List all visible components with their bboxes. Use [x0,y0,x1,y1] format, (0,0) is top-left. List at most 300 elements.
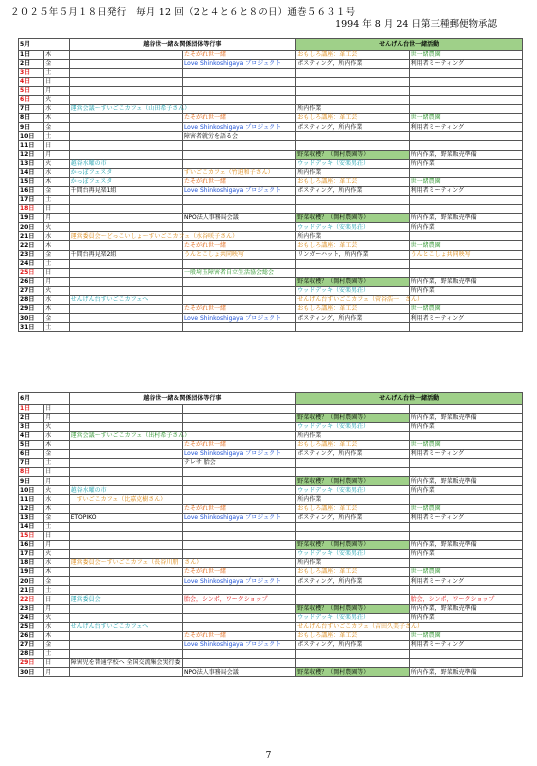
local-event-cell-2 [182,422,295,431]
day-row [19,404,523,413]
weekday-cell: 月 [44,668,69,677]
left-section-header: 越谷世一緒＆関係団体等行事 [69,39,296,51]
sengendai-activity-cell-2: 所内作業 [409,550,522,559]
weekday-cell: 火 [44,223,69,232]
local-event-cell [69,241,182,250]
local-event-cell-2: Love Shinkoshigaya プロジェクト [182,123,295,132]
day-row [19,631,523,640]
day-row [19,296,523,305]
day-cell: 3日 [19,422,44,431]
may-schedule-table [18,38,523,332]
local-event-cell [69,123,182,132]
day-row [19,440,523,449]
sengendai-activity-cell-2: 利用者ミーティング [409,513,522,522]
day-row [19,468,523,477]
sengendai-activity-cell-2: 所内作業，野菜販売準備 [409,150,522,159]
day-cell: 20日 [19,223,44,232]
weekday-cell: 金 [44,513,69,522]
local-event-cell [69,422,182,431]
local-event-cell-2 [182,77,295,86]
day-row [19,495,523,504]
sengendai-activity-cell [296,459,409,468]
day-cell: 3日 [19,68,44,77]
day-cell: 30日 [19,668,44,677]
sengendai-activity-cell: おもしろ講座：革工芸 [296,177,409,186]
month-label: 5月 [19,39,70,51]
day-row [19,413,523,422]
sengendai-activity-cell-2 [409,259,522,268]
sengendai-activity-cell-2: 世一緒農園 [409,440,522,449]
local-event-cell-2 [182,531,295,540]
day-cell: 31日 [19,323,44,332]
local-event-cell [69,95,182,104]
weekday-cell: 月 [44,150,69,159]
day-cell: 24日 [19,259,44,268]
sengendai-activity-cell [296,586,409,595]
local-event-cell [69,68,182,77]
weekday-cell: 火 [44,486,69,495]
day-row [19,114,523,123]
sengendai-activity-cell: 野菜収穫？（岡村農園等） [296,150,409,159]
left-section-header: 越谷世一緒＆関係団体等行事 [69,393,296,405]
sengendai-activity-cell: 所内作業 [296,105,409,114]
day-row [19,95,523,104]
weekday-cell: 土 [44,68,69,77]
local-event-cell [69,668,182,677]
sengendai-activity-cell: ウッドデッキ（安楽男荘） [296,223,409,232]
weekday-cell: 月 [44,477,69,486]
sengendai-activity-cell-2 [409,105,522,114]
local-event-cell: せんげん台すいごこカフェへ [69,296,182,305]
local-event-cell [69,114,182,123]
day-cell: 7日 [19,105,44,114]
local-event-cell: 越谷水曜の市 [69,486,182,495]
sengendai-activity-cell-2 [409,586,522,595]
day-cell: 14日 [19,522,44,531]
local-event-cell [69,268,182,277]
day-row [19,68,523,77]
sengendai-activity-cell: ポスティング，所内作業 [296,123,409,132]
day-row [19,105,523,114]
day-cell: 28日 [19,650,44,659]
local-event-cell-2: たそがれ世一緒 [182,305,295,314]
weekday-cell: 日 [44,404,69,413]
sengendai-activity-cell-2: 所内作業，野菜販売準備 [409,668,522,677]
local-event-cell-2: たそがれ世一緒 [182,504,295,513]
local-event-cell-2: 胎会，シンポ，ワークショップ [182,595,295,604]
weekday-cell: 土 [44,196,69,205]
weekday-cell: 金 [44,449,69,458]
day-row [19,50,523,59]
local-event-cell [69,404,182,413]
local-event-cell-2: NPO法人事務局会議 [182,214,295,223]
local-event-cell-2 [182,495,295,504]
local-event-cell-2: たそがれ世一緒 [182,50,295,59]
weekday-cell: 土 [44,259,69,268]
local-event-cell: すいごこカフェ（比嘉克樹さん） [69,495,182,504]
day-cell: 19日 [19,214,44,223]
weekday-cell: 金 [44,577,69,586]
day-cell: 21日 [19,232,44,241]
sengendai-activity-cell-2: 所内作業 [409,223,522,232]
day-row [19,550,523,559]
sengendai-activity-cell-2 [409,650,522,659]
local-event-cell-2: Love Shinkoshigaya プロジェクト [182,513,295,522]
day-row [19,196,523,205]
weekday-cell: 日 [44,268,69,277]
weekday-cell: 日 [44,659,69,668]
local-event-cell-2 [182,223,295,232]
local-event-cell [69,586,182,595]
sengendai-activity-cell: おもしろ講座：革工芸 [296,504,409,513]
postal-approval: 1994 年 8 月 24 日第三種郵便物承認 [335,19,497,30]
local-event-cell: 障害児を普通学校へ 全国交流集会実行委 [70,659,181,667]
sengendai-activity-cell-2: 所内作業，野菜販売準備 [409,413,522,422]
day-cell: 18日 [19,205,44,214]
local-event-cell: 運営会議～すいごこカフェ（出村希子さん） [70,432,191,440]
local-event-cell [69,459,182,468]
weekday-cell: 火 [44,550,69,559]
local-event-cell-2 [182,68,295,77]
day-row [19,177,523,186]
day-cell: 20日 [19,577,44,586]
local-event-cell [69,86,182,95]
local-event-cell [69,196,182,205]
sengendai-activity-cell: 所内作業 [296,431,409,440]
sengendai-activity-cell-2 [409,86,522,95]
day-row [19,531,523,540]
day-cell: 2日 [19,413,44,422]
local-event-cell-2: 一般埼玉障害者自立生活協会総会 [182,268,295,277]
day-row [19,323,523,332]
day-cell: 27日 [19,640,44,649]
day-row [19,477,523,486]
day-row [19,277,523,286]
sengendai-activity-cell-2 [409,268,522,277]
weekday-cell: 火 [44,159,69,168]
sengendai-activity-cell-2: 所内作業，野菜販売準備 [409,540,522,549]
local-event-cell: 運営委員会 [69,595,182,604]
weekday-cell: 火 [44,286,69,295]
day-cell: 29日 [19,305,44,314]
day-cell: 23日 [19,604,44,613]
local-event-cell-2: Love Shinkoshigaya プロジェクト [182,449,295,458]
sengendai-activity-cell-2: 所内作業 [409,286,522,295]
day-cell: 5日 [19,440,44,449]
day-row [19,186,523,195]
day-cell: 30日 [19,314,44,323]
sengendai-activity-cell-2: 所内作業 [409,486,522,495]
local-event-cell-2: 障害者就労を語る会 [182,132,295,141]
day-row [19,250,523,259]
local-event-cell: せんげん台すいごこカフェへ [69,622,182,631]
day-cell: 11日 [19,495,44,504]
day-row [19,586,523,595]
weekday-cell: 金 [44,59,69,68]
sengendai-activity-cell-2: 所内作業 [409,613,522,622]
sengendai-activity-cell-2 [409,205,522,214]
local-event-cell-2 [182,413,295,422]
sengendai-activity-cell: 所内作業 [296,495,409,504]
sengendai-activity-cell [296,468,409,477]
day-cell: 23日 [19,250,44,259]
local-event-cell-2: Love Shinkoshigaya プロジェクト [182,577,295,586]
day-row [19,459,523,468]
day-row [19,223,523,232]
day-row [19,668,523,677]
sengendai-activity-cell [296,531,409,540]
sengendai-activity-cell-2: 世一緒農園 [409,241,522,250]
sengendai-activity-cell: ウッドデッキ（安楽男荘） [296,159,409,168]
local-event-cell-2 [182,296,295,305]
day-row [19,568,523,577]
local-event-cell-2: たそがれ世一緒 [182,177,295,186]
sengendai-activity-cell-2: 世一緒農園 [409,50,522,59]
sengendai-activity-cell: 野菜収穫？（岡村農園等） [296,277,409,286]
day-row [19,650,523,659]
local-event-cell [69,504,182,513]
day-cell: 22日 [19,241,44,250]
day-row [19,540,523,549]
local-event-cell-2 [182,650,295,659]
sengendai-activity-cell: ポスティング，所内作業 [296,577,409,586]
local-event-cell-2 [182,540,295,549]
day-cell: 15日 [19,177,44,186]
publication-info: ２０２５年５月１８日発行 毎月 12 回（2と４と６と８の日）通巻５６３１号 [10,7,356,18]
local-event-cell-2: Love Shinkoshigaya プロジェクト [182,186,295,195]
sengendai-activity-cell-2: 所内作業，野菜販売準備 [409,604,522,613]
sengendai-activity-cell [296,595,409,604]
sengendai-activity-cell: おもしろ講座：革工芸 [296,50,409,59]
day-row [19,141,523,150]
day-row [19,577,523,586]
day-cell: 13日 [19,159,44,168]
sengendai-activity-cell [296,77,409,86]
day-row [19,504,523,513]
sengendai-activity-cell: 野菜収穫？（岡村農園等） [296,413,409,422]
sengendai-activity-cell: おもしろ講座：革工芸 [296,114,409,123]
day-row [19,150,523,159]
sengendai-activity-cell: おもしろ講座：革工芸 [296,631,409,640]
local-event-cell [69,413,182,422]
day-cell: 27日 [19,286,44,295]
day-cell: 14日 [19,168,44,177]
day-row [19,522,523,531]
day-cell: 24日 [19,613,44,622]
weekday-cell: 金 [44,250,69,259]
day-cell: 10日 [19,132,44,141]
weekday-cell: 水 [44,168,69,177]
weekday-cell: 金 [44,123,69,132]
sengendai-activity-cell: せんげん台すいごこカフェ（吉田久美子さん） [297,623,423,631]
local-event-cell-2 [182,205,295,214]
weekday-cell: 月 [44,540,69,549]
day-row [19,259,523,268]
local-event-cell-2 [182,613,295,622]
day-cell: 2日 [19,59,44,68]
sengendai-activity-cell: ウッドデッキ（安楽男荘） [296,422,409,431]
day-cell: 18日 [19,559,44,568]
weekday-cell: 月 [44,86,69,95]
day-cell: 6日 [19,95,44,104]
sengendai-activity-cell-2 [409,659,522,668]
sengendai-activity-cell-2 [409,431,522,440]
local-event-cell-2 [182,659,295,668]
weekday-cell: 木 [44,440,69,449]
local-event-cell-2 [182,323,295,332]
day-cell: 1日 [19,50,44,59]
weekday-cell: 月 [44,413,69,422]
sengendai-activity-cell: おもしろ講座：革工芸 [296,241,409,250]
day-cell: 9日 [19,477,44,486]
sengendai-activity-cell [296,196,409,205]
weekday-cell: 土 [44,650,69,659]
weekday-cell: 木 [44,631,69,640]
sengendai-activity-cell-2 [409,196,522,205]
sengendai-activity-cell-2 [409,531,522,540]
local-event-cell-2 [182,604,295,613]
sengendai-activity-cell-2 [409,522,522,531]
local-event-cell [69,205,182,214]
june-schedule-table [18,392,523,677]
sengendai-activity-cell [296,268,409,277]
sengendai-activity-cell: おもしろ講座：革工芸 [296,568,409,577]
local-event-cell-2: Love Shinkoshigaya プロジェクト [182,314,295,323]
sengendai-activity-cell: 野菜収穫？（岡村農園等） [296,214,409,223]
local-event-cell [69,577,182,586]
sengendai-activity-cell: ウッドデッキ（安楽男荘） [296,486,409,495]
day-cell: 8日 [19,468,44,477]
right-section-header: せんげん台世一緒活動 [296,39,523,51]
sengendai-activity-cell-2: うんとこしょ共同映写 [409,250,522,259]
weekday-cell: 金 [44,186,69,195]
local-event-cell-2: たそがれ世一緒 [182,114,295,123]
local-event-cell-2 [182,86,295,95]
sengendai-activity-cell [296,323,409,332]
local-event-cell-2: テレサ 胎会 [182,459,295,468]
local-event-cell-2: すいごこカフェ（竹迫和子さん） [182,168,295,177]
sengendai-activity-cell: ポスティング，所内作業 [296,186,409,195]
weekday-cell: 水 [44,296,69,305]
day-cell: 9日 [19,123,44,132]
local-event-cell-2 [182,586,295,595]
weekday-cell: 木 [44,241,69,250]
day-cell: 29日 [19,659,44,668]
local-event-cell-2 [182,522,295,531]
sengendai-activity-cell: ポスティング，所内作業 [296,640,409,649]
local-event-cell-2 [182,150,295,159]
weekday-cell: 水 [44,622,69,631]
month-label: 6月 [19,393,70,405]
local-event-cell [69,77,182,86]
sengendai-activity-cell: おもしろ講座：革工芸 [296,305,409,314]
local-event-cell: かっぽフェスタ [69,177,182,186]
day-cell: 26日 [19,631,44,640]
sengendai-activity-cell-2: 世一緒農園 [409,631,522,640]
sengendai-activity-cell-2 [409,622,522,631]
sengendai-activity-cell-2 [409,559,522,568]
local-event-cell [69,604,182,613]
local-event-cell-2: たそがれ世一緒 [182,241,295,250]
day-row [19,559,523,568]
day-cell: 16日 [19,186,44,195]
local-event-cell [69,650,182,659]
sengendai-activity-cell-2 [409,296,522,305]
sengendai-activity-cell: 野菜収穫？（岡村農園等） [296,668,409,677]
sengendai-activity-cell: ウッドデッキ（安楽男荘） [296,286,409,295]
sengendai-activity-cell-2: 利用者ミーティング [409,577,522,586]
local-event-cell [69,286,182,295]
local-event-cell-2: うんとこしょ共同映写 [182,250,295,259]
day-row [19,214,523,223]
local-event-cell [69,468,182,477]
sengendai-activity-cell-2 [409,132,522,141]
local-event-cell-2 [182,286,295,295]
day-cell: 17日 [19,550,44,559]
sengendai-activity-cell-2: 所内作業 [409,422,522,431]
local-event-cell: 越谷水曜の市 [69,159,182,168]
sengendai-activity-cell-2: 世一緒農園 [409,177,522,186]
sengendai-activity-cell: 野菜収穫？（岡村農園等） [296,540,409,549]
local-event-cell: 千間台再見楽1組 [69,186,182,195]
day-cell: 19日 [19,568,44,577]
weekday-cell: 土 [44,586,69,595]
sengendai-activity-cell-2: 所内作業 [409,159,522,168]
weekday-cell: 月 [44,214,69,223]
sengendai-activity-cell-2: 所内作業，野菜販売準備 [409,277,522,286]
weekday-cell: 日 [44,468,69,477]
sengendai-activity-cell-2: 世一緒農園 [409,568,522,577]
sengendai-activity-cell [296,404,409,413]
day-row [19,123,523,132]
day-cell: 4日 [19,431,44,440]
day-cell: 11日 [19,141,44,150]
day-row [19,159,523,168]
local-event-cell-2 [182,277,295,286]
local-event-cell [69,223,182,232]
sengendai-activity-cell: ポスティング，所内作業 [296,314,409,323]
day-row [19,268,523,277]
local-event-cell [69,550,182,559]
sengendai-activity-cell-2 [409,495,522,504]
local-event-cell-2 [182,259,295,268]
sengendai-activity-cell-2 [409,95,522,104]
day-cell: 15日 [19,531,44,540]
day-cell: 6日 [19,449,44,458]
local-event-cell-2 [182,105,295,114]
sengendai-activity-cell [296,650,409,659]
sengendai-activity-cell-2: 利用者ミーティング [409,186,522,195]
weekday-cell: 木 [44,305,69,314]
day-cell: 17日 [19,196,44,205]
weekday-cell: 木 [44,50,69,59]
day-row [19,132,523,141]
weekday-cell: 土 [44,522,69,531]
local-event-cell [69,141,182,150]
sengendai-activity-cell-2: 利用者ミーティング [409,640,522,649]
sengendai-activity-cell-2 [409,232,522,241]
day-row [19,314,523,323]
sengendai-activity-cell: ポスティング，所内作業 [296,513,409,522]
day-cell: 12日 [19,504,44,513]
sengendai-activity-cell [296,522,409,531]
sengendai-activity-cell-2: 世一緒農園 [409,114,522,123]
day-row [19,613,523,622]
weekday-cell: 日 [44,141,69,150]
day-row [19,595,523,604]
day-row [19,286,523,295]
day-cell: 12日 [19,150,44,159]
